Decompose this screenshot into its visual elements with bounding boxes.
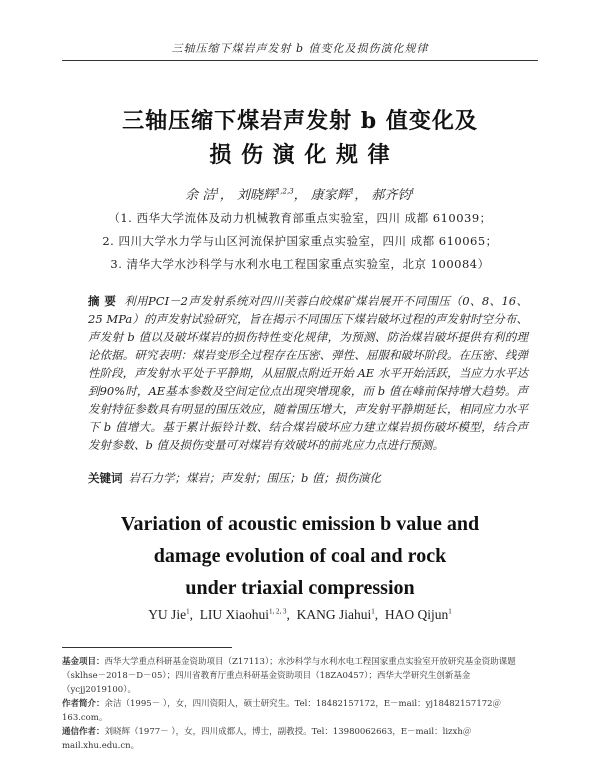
footnote-author (62, 697, 538, 725)
keywords (88, 470, 528, 486)
english-title-line-3: under triaxial compression (185, 577, 415, 599)
author-affil-mark: 1 (448, 607, 452, 616)
affiliation-1: （1. 西华大学流体及动力机械教育部重点实验室，四川 成都 610039； (108, 211, 492, 225)
footnote-corr-label: 通信作者： (62, 727, 105, 737)
chinese-title-line-1: 三轴压缩下煤岩声发射 b 值变化及 (122, 108, 478, 134)
chinese-title (0, 104, 600, 172)
footnote-fund (62, 655, 538, 697)
author-affil-mark: 1, 2, 3 (269, 607, 287, 616)
affiliation-3: 3. 清华大学水沙科学与水利水电工程国家重点实验室，北京 100084） (110, 257, 490, 271)
author-name: 刘晓辉 (236, 188, 276, 203)
author-name: HAO Qijun (384, 607, 449, 622)
author-affil-mark: 1 (349, 187, 355, 196)
author-affil-mark: 1 (371, 607, 375, 616)
footnote-fund-text: 西华大学重点科研基金资助项目（Z17113）；水沙科学与水利水电工程国家重点实验室开放研究基金资助课题（sklhse－2018－D－05）；四川省教育厅重点科研基金资助项目（18ZA0457）；西华大学研究生创新基金（ycjj2019100）。 (62, 657, 516, 695)
keywords-label: 关键词 (88, 471, 123, 485)
author-affil-mark: 1 (215, 187, 220, 196)
affiliation-2: 2. 四川大学水力学与山区河流保护国家重点实验室，四川 成都 610065； (102, 234, 498, 248)
author-name: 余 洁 (185, 188, 216, 203)
author-affil-mark: 1 (410, 187, 415, 196)
author-affil-mark: 1,2,3 (275, 187, 294, 196)
author-affil-mark: 1 (186, 607, 190, 616)
footnote-author-text: 余洁（1995－ ），女，四川资阳人，硕士研究生。Tel：18482157172，E－mail：yj18482157172＠163.com。 (62, 699, 502, 723)
footnote-corr-text: 刘晓辉（1977－ ），女，四川成都人，博士，副教授。Tel：13980062663，E－mail：lizxh＠mail.xhu.edu.cn。 (62, 727, 472, 751)
author-name: KANG Jiahui (296, 607, 372, 622)
abstract-text: 利用PCI－2声发射系统对四川芙蓉白皎煤矿煤岩展开不同围压（0、8、16、25 MPa）的声发射试验研究，旨在揭示不同围压下煤岩破坏过程的声发射时空分布、声发射 b 值以及破坏煤岩的损伤特性变化规律，为预测、防治煤岩破坏提供有利的理论依据。研究表明：煤岩变形全过程存在压密、弹性、屈服和破坏阶段。在压密、线弹性阶段，声发射水平处于平静期，从屈服点附近开始 AE 水平开始活跃，当应力水平达到90%时，AE基本参数及空间定位点出现突增现象，而 b 值在峰前保持增大趋势。声发射特征参数具有明显的围压效应，随着围压增大，声发射平静期延长，相同应力水平下 b 值增大。基于累计振铃计数、结合煤岩破坏应力建立煤岩损伤破坏模型，结合声发射参数、b 值及损伤变量可对煤岩有效破坏的前兆应力点进行预测。 (88, 294, 528, 452)
english-title (0, 508, 600, 604)
author-name: 康家辉 (310, 188, 350, 203)
chinese-title-line-2: 损 伤 演 化 规 律 (209, 142, 391, 168)
footnote-author-label: 作者简介： (62, 699, 105, 709)
author-name: LIU Xiaohui (199, 607, 270, 622)
running-head: 三轴压缩下煤岩声发射 b 值变化及损伤演化规律 (171, 42, 429, 55)
footnotes (62, 655, 538, 753)
english-authors: YU Jie$^1$, LIU Xiaohui$^{1, 2, 3}$, KANG Jiahui$^1$, HAO Qijun$^1$ (148, 607, 452, 622)
chinese-authors: 余 洁$^1$， 刘晓辉$^{1,2,3}$， 康家辉$^1$， 郝齐钧$^1$ (185, 187, 415, 203)
author-name: 郝齐钧 (371, 188, 411, 203)
header-rule (62, 60, 538, 61)
english-title-line-2: damage evolution of coal and rock (153, 545, 447, 567)
abstract-label: 摘 要 (88, 294, 117, 308)
english-title-line-1: Variation of acoustic emission b value and (120, 513, 480, 535)
footnote-rule (62, 647, 232, 648)
abstract (88, 292, 528, 454)
footnote-corresponding (62, 725, 538, 753)
author-name: YU Jie (148, 607, 187, 622)
keywords-text: 岩石力学；煤岩；声发射；围压；b 值；损伤演化 (128, 471, 382, 485)
footnote-fund-label: 基金项目： (62, 657, 105, 667)
